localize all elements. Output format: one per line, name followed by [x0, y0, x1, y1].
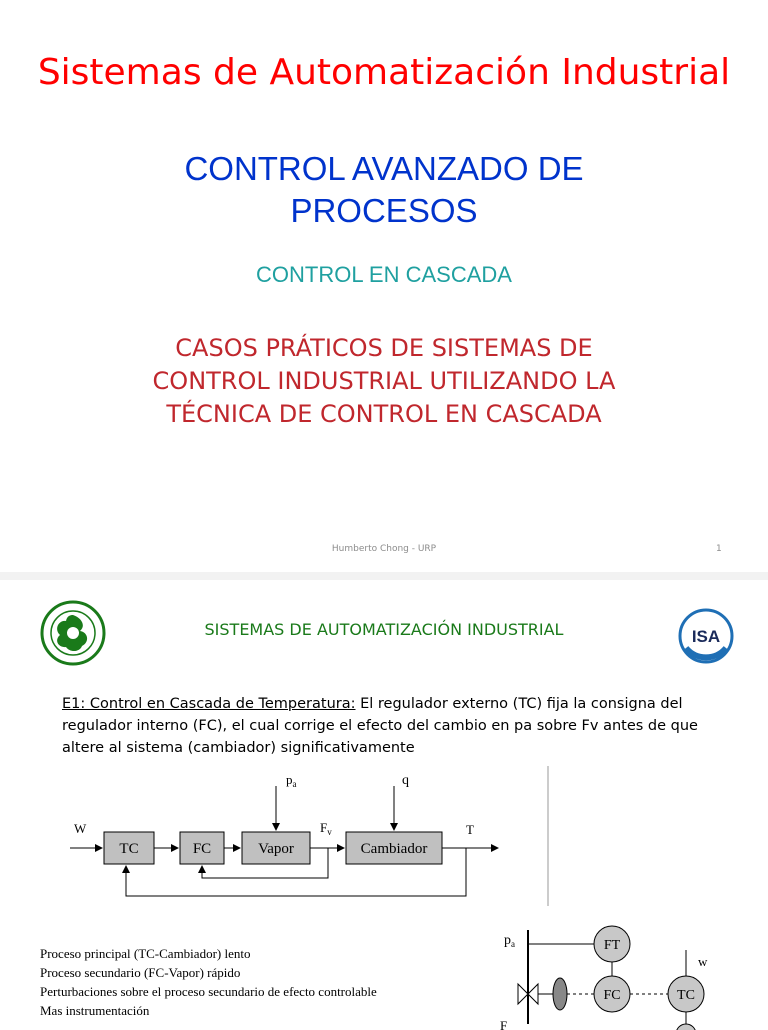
pid-pa-label: $p_a$	[504, 933, 515, 949]
control-title-line-1: CONTROL AVANZADO DE	[184, 150, 584, 187]
casos-line-1: CASOS PRÁTICOS DE SISTEMAS DE	[175, 334, 593, 362]
fv-label: $F_v$	[320, 820, 332, 837]
bottom-instrument	[676, 1024, 696, 1030]
isa-logo	[678, 608, 734, 664]
slide-title: Sistemas de Automatización Industrial	[37, 52, 731, 93]
slide-2	[0, 580, 768, 1030]
description-text	[62, 693, 742, 759]
note-item: Perturbaciones sobre el proceso secundario de efecto controlable	[40, 984, 377, 999]
isa-logo-text: ISA	[691, 627, 721, 646]
note-item: Mas instrumentación	[40, 1003, 150, 1018]
casos-heading	[0, 332, 768, 431]
pid-f-label: F	[500, 1018, 508, 1030]
note-item: Proceso principal (TC-Cambiador) lento	[40, 946, 251, 961]
pid-w-label: w	[698, 954, 708, 969]
slide-divider	[0, 572, 768, 580]
output-t-label: T	[466, 822, 474, 837]
control-title-line-2: PROCESOS	[290, 192, 478, 229]
process-notes	[40, 944, 377, 1020]
casos-line-3: TÉCNICA DE CONTROL EN CASCADA	[166, 400, 602, 428]
vapor-block-label: Vapor	[258, 841, 294, 857]
pa-label: $p_a$	[286, 772, 297, 789]
description-body: El regulador externo (TC) fija la consigna del regulador interno (FC), el cual corrige el efecto del cambio en pa sobre Fv antes de que altere al sistema (cambiador) significativamente	[62, 696, 698, 756]
pid-diagram	[470, 900, 750, 1030]
control-subtitle: CONTROL EN CASCADA	[256, 262, 512, 287]
cambiador-block-label: Cambiador	[360, 841, 428, 857]
input-w-label: W	[74, 821, 87, 836]
control-title	[0, 148, 768, 232]
tc-instrument-label: TC	[677, 988, 695, 1003]
tc-block-label: TC	[119, 841, 139, 857]
ft-label: FT	[603, 938, 621, 953]
casos-line-2: CONTROL INDUSTRIAL UTILIZANDO LA	[152, 367, 616, 395]
description-lead: E1: Control en Cascada de Temperatura:	[62, 696, 356, 712]
footer-page-number: 1	[716, 544, 722, 554]
fc-block-label: FC	[192, 841, 212, 857]
actuator-icon	[553, 978, 567, 1010]
note-item: Proceso secundario (FC-Vapor) rápido	[40, 965, 241, 980]
q-label: q	[402, 773, 409, 788]
footer-author: Humberto Chong - URP	[331, 544, 437, 554]
slide-2-header: SISTEMAS DE AUTOMATIZACIÓN INDUSTRIAL	[204, 620, 564, 639]
fc-instrument-label: FC	[603, 988, 621, 1003]
